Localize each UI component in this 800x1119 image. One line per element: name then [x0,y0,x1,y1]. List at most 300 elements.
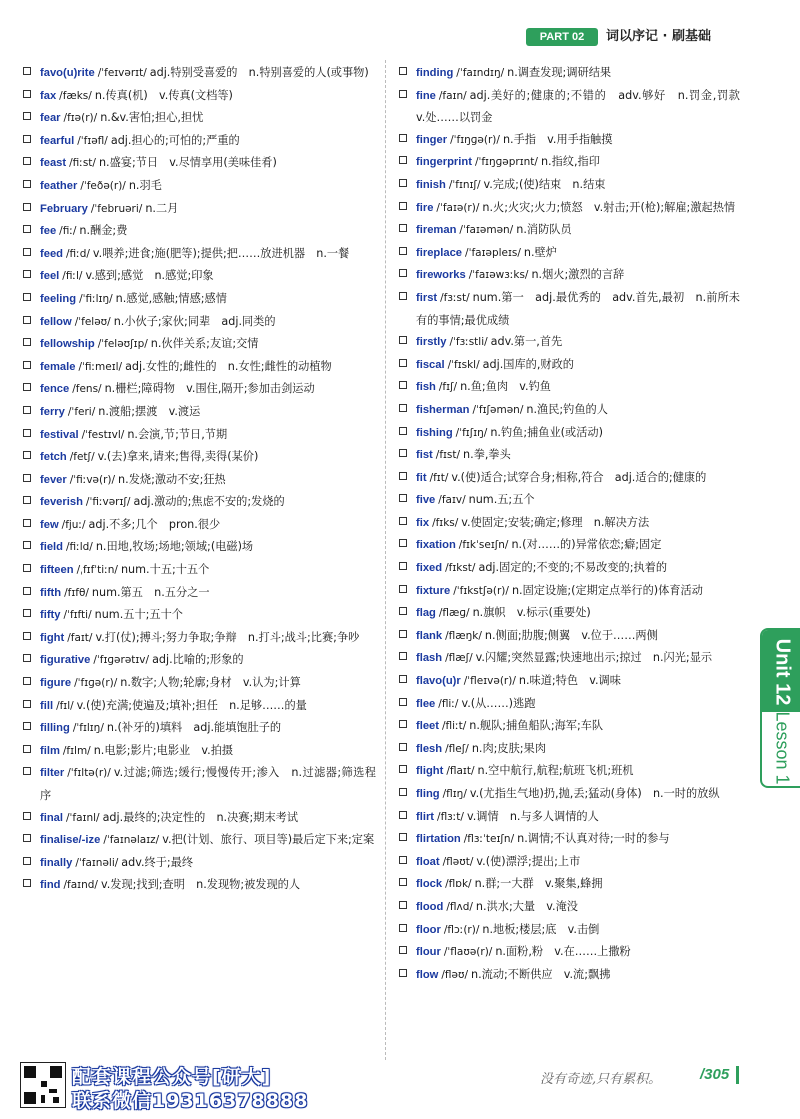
phonetic: /ˈfɪŋɡəprɪnt/ [474,156,538,169]
checkbox-icon[interactable] [399,336,407,344]
checkbox-icon[interactable] [399,90,407,98]
phonetic: /fɪkst/ [445,562,476,575]
checkbox-icon[interactable] [23,767,31,775]
checkbox-icon[interactable] [23,677,31,685]
checkbox-icon[interactable] [399,811,407,819]
checkbox-icon[interactable] [23,609,31,617]
phonetic: /fæks/ [59,89,92,102]
headword: flesh [416,742,443,755]
phonetic: /ˈfaɪnl/ [66,811,100,824]
phonetic: /ˌfɪfˈtiːn/ [76,564,118,577]
headword: fill [40,699,54,712]
definition: n.烟火;激烈的言辞 [531,268,625,282]
headword: flour [416,946,441,959]
checkbox-icon[interactable] [23,812,31,820]
phonetic: /fleʃ/ [445,742,469,755]
vocab-entry [22,559,376,582]
promo-line-2: 联系微信19316378888 [72,1090,309,1112]
checkbox-icon[interactable] [399,67,407,75]
headword: finish [416,178,446,191]
vocab-entry [22,85,376,108]
definition: n.地板;楼层;底 v.击倒 [482,922,600,936]
definition: v.(使)漂浮;提出;上市 [476,854,581,868]
checkbox-icon[interactable] [399,134,407,142]
vocab-entry [22,333,376,356]
headword: fever [40,473,67,486]
vocab-entry [22,107,376,130]
definition: v.(去)拿来,请来;售得,卖得(某价) [97,450,259,464]
definition: n.火;火灾;火力;愤怒 v.射击;开(枪);解雇;激起热情 [482,200,736,214]
vocab-entry [22,627,376,650]
checkbox-icon[interactable] [399,901,407,909]
definition: adv.第一,首先 [490,335,563,349]
vocab-entry [398,85,752,129]
headword: flash [416,652,443,665]
checkbox-icon[interactable] [399,202,407,210]
phonetic: /fɪst/ [435,449,461,462]
headword: flow [416,968,439,981]
phonetic: /ˈfiːvərɪʃ/ [85,496,131,509]
checkbox-icon[interactable] [399,675,407,683]
definition: n.味道;特色 v.调味 [518,674,621,688]
headword: fear [40,112,61,125]
checkbox-icon[interactable] [23,112,31,120]
vocab-entry [398,738,740,761]
checkbox-icon[interactable] [399,720,407,728]
phonetic: /ˈfɪskl/ [447,358,480,371]
headword: fine [416,89,436,102]
definition: adj.固定的;不变的;不易改变的;执着的 [478,561,668,575]
checkbox-icon[interactable] [399,539,407,547]
vocab-entry [398,625,740,648]
definition: v.把(计划、旅行、项目等)最后定下来;定案 [162,833,375,847]
definition: v.(从……)逃跑 [461,696,536,710]
checkbox-icon[interactable] [23,834,31,842]
definition: num.第一 adj.最优秀的 adv.首先,最初 n.前所未有的事情;最优成绩 [416,290,740,327]
checkbox-icon[interactable] [399,224,407,232]
definition: n.数字;人物;轮廓;身材 v.认为;计算 [120,676,301,690]
phonetic: /fɪʃ/ [438,381,458,394]
vocab-entry [398,331,740,354]
headword: float [416,855,440,868]
headword: fearful [40,134,75,147]
page-header [526,28,782,48]
checkbox-icon[interactable] [399,156,407,164]
definition: n.固定设施;(定期定点举行的)体育活动 [511,583,703,597]
unit-label: Unit 12 [771,638,794,706]
vocab-entry [398,534,740,557]
definition: adj.特别受喜爱的 n.特别喜爱的人(或事物) [149,66,369,79]
checkbox-icon[interactable] [399,472,407,480]
checkbox-icon[interactable] [23,316,31,324]
checkbox-icon[interactable] [23,541,31,549]
phonetic: /ˈfaɪə(r)/ [436,201,480,214]
vocab-entry [22,401,376,424]
checkbox-icon[interactable] [399,856,407,864]
checkbox-icon[interactable] [23,496,31,504]
vocab-entry [22,829,376,852]
definition: n.洪水;大量 v.淹没 [475,899,578,913]
definition: v.发现;找到;查明 n.发现物;被发现的人 [100,878,301,892]
headword: film [40,744,60,757]
vocab-entry [22,265,376,288]
definition: n.旗帜 v.标示(重要处) [472,606,591,620]
vocab-entry [22,130,376,153]
phonetic: /ˈfaɪəwɜːks/ [468,269,529,282]
checkbox-icon[interactable] [23,745,31,753]
vocab-entry [22,311,376,334]
headword: finalise/-ize [40,834,101,847]
checkbox-icon[interactable] [23,406,31,414]
checkbox-icon[interactable] [23,135,31,143]
checkbox-icon[interactable] [23,632,31,640]
vocab-entry [398,783,740,806]
headword: flood [416,900,444,913]
definition: adj.美好的;健康的;不错的 adv.够好 n.罚金,罚款 v.处……以罚金 [416,88,752,125]
lesson-label: Lesson 1 [772,711,793,785]
vocab-entry [22,874,376,897]
phonetic: /ˈfɪəfl/ [77,134,108,147]
headword: fingerprint [416,156,472,169]
phonetic: /faɪv/ [438,494,466,507]
vocab-entry [398,62,740,85]
checkbox-icon[interactable] [399,833,407,841]
vocab-entry [22,672,376,695]
vocab-entry [22,198,376,221]
vocab-entry [22,695,376,718]
checkbox-icon[interactable] [23,857,31,865]
checkbox-icon[interactable] [399,765,407,773]
phonetic: /fliː/ [438,697,459,710]
definition: n.(补牙的)填料 adj.能填饱肚子的 [106,721,282,735]
checkbox-icon[interactable] [23,564,31,572]
headword: fixed [416,562,443,575]
vocab-entry [22,356,376,379]
checkbox-icon[interactable] [23,587,31,595]
definition: n.二月 [145,201,179,215]
checkbox-icon[interactable] [399,630,407,638]
vocab-entry [22,243,376,266]
checkbox-icon[interactable] [23,180,31,188]
checkbox-icon[interactable] [23,700,31,708]
headword: finally [40,856,73,869]
definition: n.消防队员 [516,223,572,237]
vocab-entry [22,852,376,875]
headword: find [40,879,61,892]
definition: num.五十;五十个 [94,608,183,622]
checkbox-icon[interactable] [399,359,407,367]
headword: fix [416,516,430,529]
vocab-entry [22,514,376,537]
phonetic: /ˈfɪŋɡə(r)/ [450,133,500,146]
checkbox-icon[interactable] [399,179,407,187]
phonetic: /ˈfeðə(r)/ [80,179,126,192]
headword: flee [416,697,436,710]
definition: n.面粉,粉 v.在……上撒粉 [495,945,631,959]
phonetic: /fiːld/ [66,541,93,554]
headword: fetch [40,451,67,464]
vocab-entry [398,264,740,287]
vocab-entry [398,354,740,377]
headword: fixation [416,539,456,552]
vocab-entry [398,693,740,716]
phonetic: /fɪl/ [56,699,74,712]
phonetic: /fiː/ [59,225,77,238]
phonetic: /ˈfɜːstli/ [449,336,488,349]
headword: fellow [40,315,72,328]
vocab-entry [22,717,376,740]
phonetic: /fɪə(r)/ [63,112,98,125]
checkbox-icon[interactable] [23,654,31,662]
headword: fee [40,225,57,238]
definition: v.打(仗);搏斗;努力争取;争辩 n.打斗;战斗;比赛;争吵 [95,630,360,644]
phonetic: /fiːd/ [66,247,90,260]
headword: festival [40,428,79,441]
checkbox-icon[interactable] [23,474,31,482]
definition: num.十五;十五个 [120,563,210,577]
vocab-entry [398,602,740,625]
definition: n.(对……的)异常依恋;癖;固定 [511,538,662,552]
header-title: 词以序记 · 刷基础 [606,29,711,44]
checkbox-icon[interactable] [399,562,407,570]
vocab-entry [398,399,740,422]
vocab-entry [398,647,740,670]
phonetic: /ˈfɪɡə(r)/ [74,677,118,690]
phonetic: /fetʃ/ [69,451,95,464]
vocab-entry [398,580,740,603]
vocab-entry [398,919,740,942]
checkbox-icon[interactable] [23,383,31,391]
checkbox-icon[interactable] [23,519,31,527]
phonetic: /ˈfeɪvərɪt/ [97,67,147,79]
right-column [398,62,752,986]
definition: n.群;一大群 v.聚集,蜂拥 [474,877,603,891]
vocab-entry [398,174,740,197]
headword: fiscal [416,358,445,371]
definition: n.流动;不断供应 v.流;飘拂 [471,967,611,981]
definition: n.肉;皮肤;果肉 [471,741,546,755]
checkbox-icon[interactable] [399,427,407,435]
checkbox-icon[interactable] [399,743,407,751]
headword: fist [416,449,433,462]
headword: flavo(u)r [416,675,461,688]
definition: n.壁炉 [523,245,557,259]
definition: n.传真(机) v.传真(文档等) [94,88,233,102]
definition: adj.比喻的;形象的 [152,653,244,667]
vocab-entry [22,175,376,198]
vocab-entry [22,446,376,469]
phonetic: /ˈfestɪvl/ [81,428,125,441]
headword: first [416,291,438,304]
checkbox-icon[interactable] [399,652,407,660]
vocab-entry [22,604,376,627]
definition: v.完成;(使)结束 n.结束 [483,177,606,191]
definition: n.舰队;捕鱼船队;海军;车队 [469,719,604,733]
checkbox-icon[interactable] [23,879,31,887]
checkbox-icon[interactable] [399,969,407,977]
phonetic: /ˈfleɪvə(r)/ [463,675,516,688]
checkbox-icon[interactable] [23,722,31,730]
checkbox-icon[interactable] [399,698,407,706]
checkbox-icon[interactable] [399,517,407,525]
headword: ferry [40,405,65,418]
phonetic: /flɔː(r)/ [443,923,480,936]
definition: n.调查发现;调研结果 [507,66,612,79]
headword: fireworks [416,269,466,282]
vocab-entry [398,896,740,919]
phonetic: /ˈfebruəri/ [90,202,143,215]
checkbox-icon[interactable] [399,494,407,502]
phonetic: /flʌd/ [446,900,473,913]
headword: February [40,202,88,215]
definition: n.发烧;激动不安;狂热 [118,472,226,486]
checkbox-icon[interactable] [23,338,31,346]
checkbox-icon[interactable] [399,449,407,457]
vocab-entry [22,469,376,492]
phonetic: /ˈfaɪəmən/ [459,224,514,237]
phonetic: /ˈfaɪnəli/ [75,856,119,869]
vocab-entry [398,467,740,490]
checkbox-icon[interactable] [23,270,31,278]
vocab-entry [398,422,740,445]
definition: adj.女性的;雌性的 n.女性;雌性的动植物 [125,359,332,373]
headword: figurative [40,654,91,667]
definition: n.小伙子;家伙;同辈 adj.同类的 [113,314,276,328]
checkbox-icon[interactable] [399,878,407,886]
checkbox-icon[interactable] [23,67,31,75]
headword: fleet [416,720,440,733]
phonetic: /ˈfaɪndɪŋ/ [456,67,505,79]
vocab-entry [22,424,376,447]
definition: n.空中航行,航程;航班飞机;班机 [477,764,634,778]
page-number-value: 305 [704,1066,730,1083]
headword: fireman [416,224,457,237]
phonetic: /flaɪt/ [446,765,475,778]
vocab-entry [398,670,740,693]
phonetic: /ˈfiːlɪŋ/ [79,292,113,305]
vocab-entry [398,873,740,896]
phonetic: /ˈfɪkstʃə(r)/ [453,584,509,597]
checkbox-icon[interactable] [399,381,407,389]
definition: n.拳,拳头 [463,448,511,462]
phonetic: /ˈfiːmeɪl/ [78,360,123,373]
definition: n.钓鱼;捕鱼业(或活动) [490,425,603,439]
headword: fling [416,788,440,800]
checkbox-icon[interactable] [23,293,31,301]
definition: n.盛宴;节日 v.尽情享用(美味佳肴) [98,156,277,170]
definition: v.喂养;进食;施(肥等);提供;把……放进机器 n.一餐 [92,246,350,260]
checkbox-icon[interactable] [399,946,407,954]
headword: flag [416,607,436,620]
headword: flight [416,765,444,778]
definition: num.五;五个 [468,493,535,507]
checkbox-icon[interactable] [399,585,407,593]
checkbox-icon[interactable] [399,788,407,796]
vocab-entry [22,491,376,514]
page-number-bar [736,1066,739,1084]
phonetic: /fləʊt/ [442,855,474,868]
checkbox-icon[interactable] [23,157,31,165]
definition: n.酬金;费 [79,224,128,238]
phonetic: /flɪŋ/ [442,788,467,800]
checkbox-icon[interactable] [23,203,31,211]
phonetic: /fɪfθ/ [64,586,89,599]
headword: favo(u)rite [40,67,95,79]
phonetic: /ˈfiːvə(r)/ [69,473,116,486]
headword: finger [416,133,448,146]
phonetic: /ˈflaʊə(r)/ [443,946,493,959]
checkbox-icon[interactable] [23,429,31,437]
phonetic: /fjuː/ [61,518,86,531]
vocab-entry [398,242,740,265]
left-column [22,62,376,897]
vocab-entry [398,941,740,964]
headword: fifth [40,586,62,599]
phonetic: /flɜːt/ [437,810,464,823]
headword: finding [416,67,454,79]
vocab-entry [398,557,740,580]
phonetic: /fiːl/ [62,270,83,283]
phonetic: /ˈfɪltə(r)/ [67,767,111,780]
part-badge: PART 02 [526,28,598,46]
definition: adv.终于;最终 [121,855,194,869]
checkbox-icon[interactable] [23,361,31,369]
checkbox-icon[interactable] [23,90,31,98]
phonetic: /ˈfɪnɪʃ/ [448,178,481,191]
vocab-entry [398,444,740,467]
definition: n.感觉,感触;情感;感情 [115,291,227,305]
definition: adj.担心的;可怕的;严重的 [110,133,240,147]
checkbox-icon[interactable] [23,248,31,256]
checkbox-icon[interactable] [399,269,407,277]
headword: fishing [416,426,453,439]
checkbox-icon[interactable] [399,924,407,932]
definition: v.调情 n.与多人调情的人 [466,809,599,823]
checkbox-icon[interactable] [399,607,407,615]
vocab-entry [398,489,740,512]
headword: figure [40,677,72,690]
checkbox-icon[interactable] [23,225,31,233]
definition: v.(使)适合;试穿合身;相称,符合 adj.适合的;健康的 [451,470,707,484]
vocab-entry [398,287,740,331]
definition: adj.最终的;决定性的 n.决赛;期末考试 [102,810,299,824]
definition: n.指纹,指印 [540,155,600,169]
headword: fight [40,631,65,644]
headword: firstly [416,336,447,349]
headword: female [40,360,76,373]
checkbox-icon[interactable] [23,451,31,459]
promo-line-1: 配套课程公众号[研大] [72,1066,272,1088]
phonetic: /flæŋk/ [445,629,482,642]
checkbox-icon[interactable] [399,247,407,255]
headword: fax [40,89,57,102]
phonetic: /ˈfeləʊ/ [74,315,111,328]
vocab-entry [22,762,376,806]
headword: feast [40,157,67,170]
phonetic: /fiːst/ [69,157,96,170]
checkbox-icon[interactable] [399,404,407,412]
vocab-entry [398,806,740,829]
headword: flirtation [416,833,461,846]
vocab-entry [398,129,740,152]
phonetic: /ˈfaɪnəlaɪz/ [103,834,160,847]
checkbox-icon[interactable] [399,292,407,300]
phonetic: /faɪnd/ [63,879,98,892]
headword: fellowship [40,338,95,351]
definition: n.会演,节;节日,节期 [127,427,228,441]
headword: flock [416,878,443,891]
phonetic: /ˈfɪʃɪŋ/ [455,426,488,439]
